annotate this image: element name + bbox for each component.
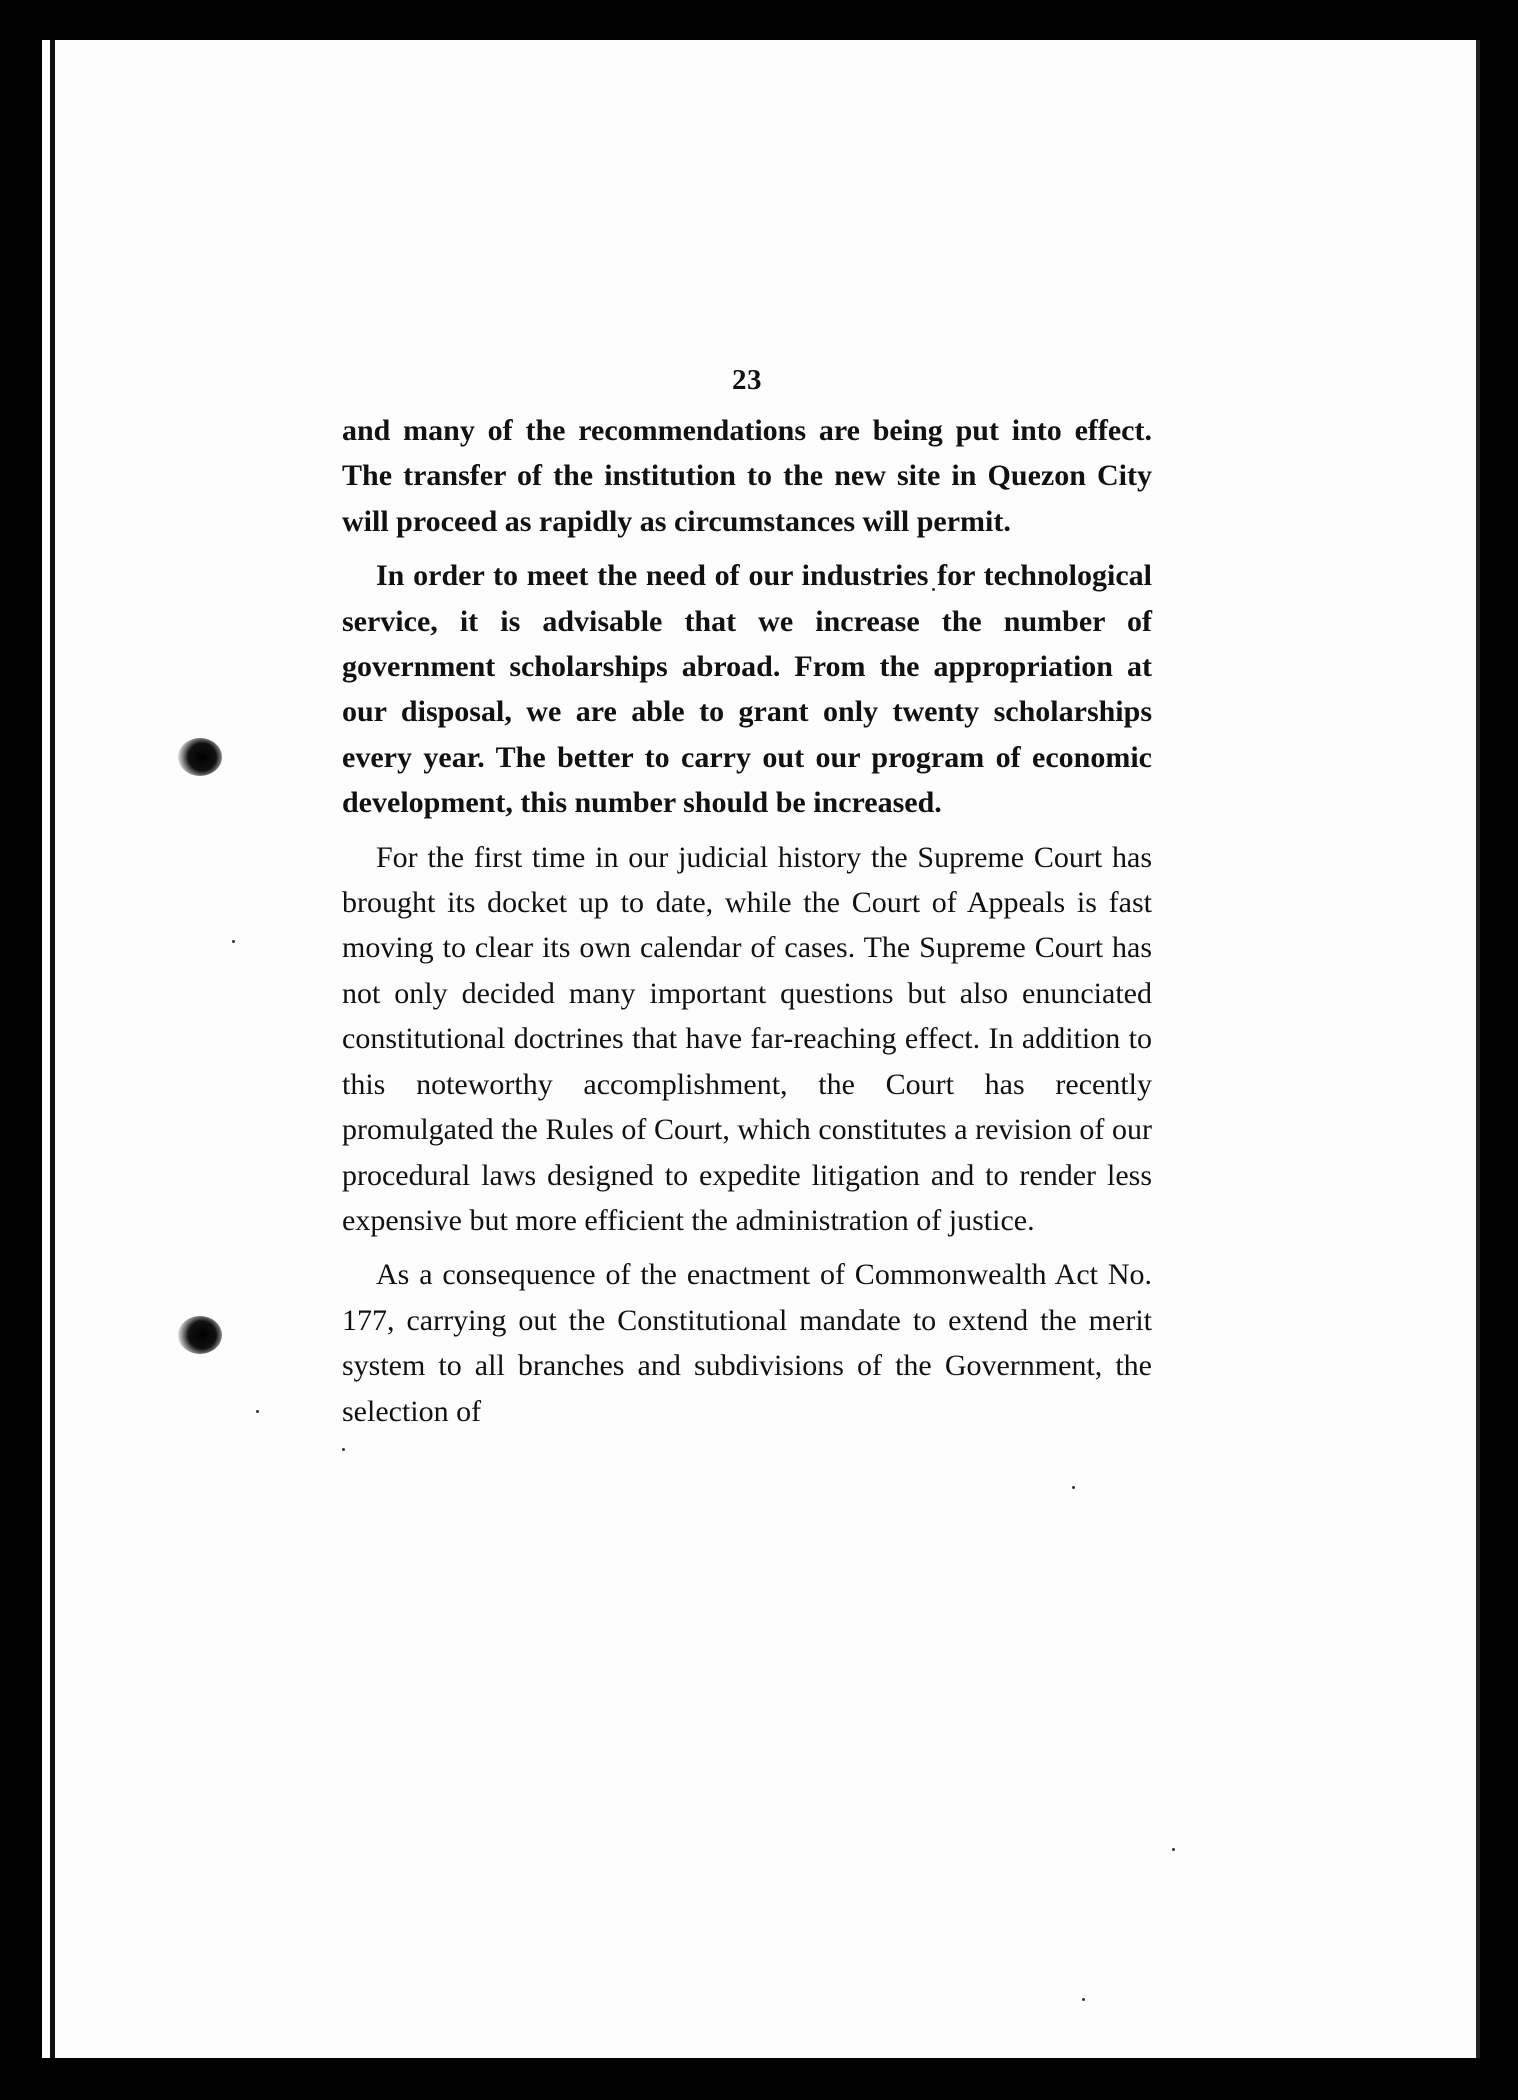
page-number: 23 bbox=[732, 364, 762, 396]
paragraph: For the first time in our judicial history the Supreme Court has brought its docket up to date, while the Court of Appeals is fast moving to clear its own calendar of cases. The Supreme Court has not only decided many important questions but also enunciated constitutional doctrines that have far-reaching effect. In addition to this noteworthy accomplishment, the Court has recently promulgated the Rules of Court, which constitutes a revision of our procedural laws designed to expedite litigation and to render less expensive but more efficient the administration of justice. bbox=[342, 840, 1152, 1237]
paragraph: and many of the recommendations are being put into effect. The transfer of the institution to the new site in Quezon City will proceed as rapidly as circumstances will permit. bbox=[342, 414, 1152, 538]
paragraph: As a consequence of the enactment of Commonwealth Act No. 177, carrying out the Constitutional mandate to extend the merit system to all branches and subdivisions of the Government, the selection of bbox=[342, 1258, 1152, 1428]
punch-hole-mark bbox=[178, 738, 222, 776]
scan-speck bbox=[256, 1410, 259, 1413]
document-page bbox=[42, 40, 1480, 2058]
body-text bbox=[342, 360, 1152, 1443]
scan-speck bbox=[342, 1448, 345, 1451]
scan-speck bbox=[1082, 1998, 1085, 2001]
scan-speck bbox=[1072, 1486, 1075, 1489]
paragraph: In order to meet the need of our industries for technological service, it is advisable that we increase the number of government scholarships abroad. From the appropriation at our disposal, we are able to grant only twenty scholarships every year. The better to carry out our program of economic development, this number should be increased. bbox=[342, 559, 1152, 820]
binding-edge bbox=[50, 40, 55, 2058]
scan-speck bbox=[232, 940, 235, 943]
scan-speck bbox=[1172, 1848, 1175, 1851]
punch-hole-mark bbox=[178, 1316, 222, 1354]
page-edge bbox=[1476, 40, 1480, 2058]
